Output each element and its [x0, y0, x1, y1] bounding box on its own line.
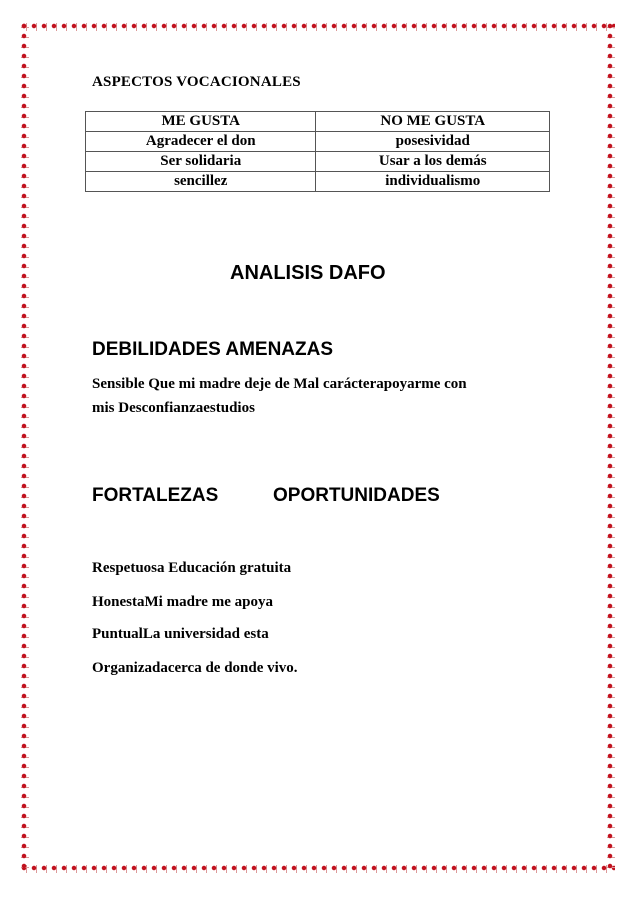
- table-cell: Agradecer el don: [86, 132, 316, 152]
- debilidades-amenazas-line: Sensible Que mi madre deje de Mal carácterapoyarme con: [92, 376, 467, 392]
- vocational-title: ASPECTOS VOCACIONALES: [92, 74, 301, 90]
- fortalezas-heading: FORTALEZAS: [92, 485, 219, 506]
- header-me-gusta: ME GUSTA: [86, 112, 316, 132]
- border-top: [21, 23, 615, 31]
- table-row: [86, 132, 550, 152]
- table-row: [86, 172, 550, 192]
- table-header-row: [86, 112, 550, 132]
- border-left: [21, 23, 29, 873]
- table-cell: sencillez: [86, 172, 316, 192]
- fortalezas-oportunidades-line: Respetuosa Educación gratuita: [92, 560, 292, 576]
- table-cell: individualismo: [316, 172, 550, 192]
- table-cell: Usar a los demás: [316, 152, 550, 172]
- table-cell: posesividad: [316, 132, 550, 152]
- debilidades-amenazas-heading: DEBILIDADES AMENAZAS: [92, 339, 334, 360]
- border-bottom: [21, 865, 615, 873]
- header-no-me-gusta: NO ME GUSTA: [316, 112, 550, 132]
- vocational-table: [85, 111, 550, 192]
- dafo-title: ANALISIS DAFO: [230, 262, 386, 284]
- fortalezas-oportunidades-line: PuntualLa universidad esta: [92, 626, 269, 642]
- fortalezas-oportunidades-line: Organizadacerca de donde vivo.: [92, 660, 298, 676]
- table-cell: Ser solidaria: [86, 152, 316, 172]
- fortalezas-oportunidades-line: HonestaMi madre me apoya: [92, 594, 273, 610]
- debilidades-amenazas-line: mis Desconfianzaestudios: [92, 400, 255, 416]
- oportunidades-heading: OPORTUNIDADES: [273, 485, 440, 506]
- border-right: [607, 23, 615, 873]
- table-row: [86, 152, 550, 172]
